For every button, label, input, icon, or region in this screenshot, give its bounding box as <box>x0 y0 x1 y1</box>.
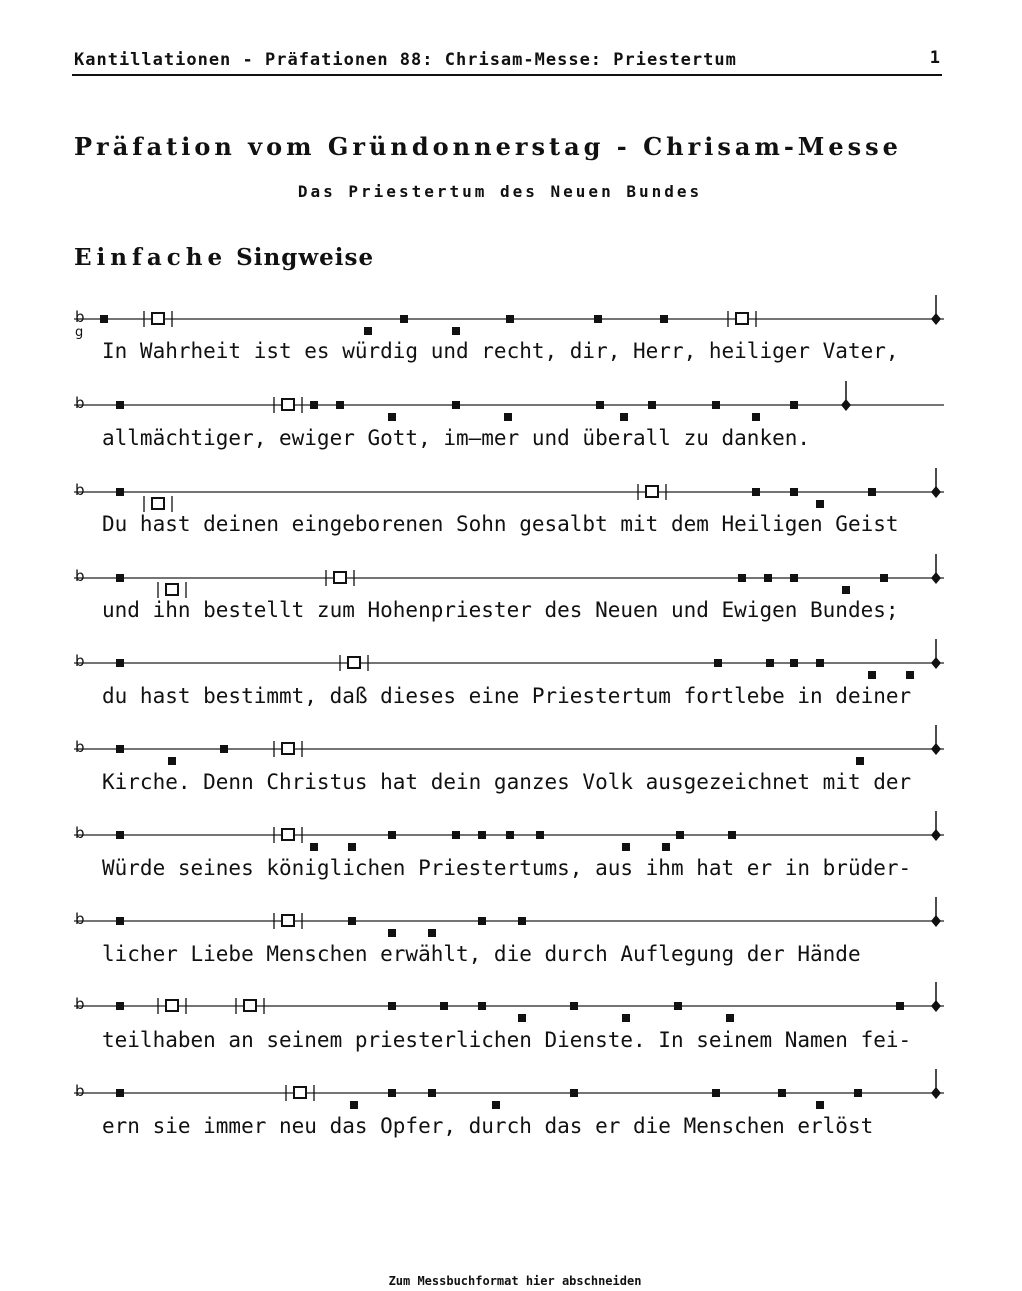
chant-note <box>428 1089 436 1097</box>
page-number: 1 <box>929 48 940 68</box>
chant-note <box>168 757 176 765</box>
chant-note <box>816 500 824 508</box>
chant-note <box>452 831 460 839</box>
chant-note <box>648 401 656 409</box>
running-header-title: Kantillationen - Präfationen 88: Chrisam-Messe: Priestertum <box>74 50 737 70</box>
chant-note <box>674 1002 682 1010</box>
page-title: Präfation vom Gründonnerstag - Chrisam-Messe <box>74 132 902 161</box>
page-subtitle: Das Priestertum des Neuen Bundes <box>297 182 703 201</box>
lyric-line: ern sie immer neu das Opfer, durch das er die Menschen erlöst <box>102 1114 874 1138</box>
chant-note <box>116 659 124 667</box>
recitation-note <box>282 915 294 926</box>
chant-note <box>778 1089 786 1097</box>
cut-line-note: Zum Messbuchformat hier abschneiden <box>388 1274 642 1288</box>
chant-note <box>428 929 436 937</box>
recitation-note <box>244 1000 256 1011</box>
chant-note <box>310 401 318 409</box>
flat-clef: b <box>75 824 85 842</box>
chant-note <box>620 413 628 421</box>
chant-note <box>726 1014 734 1022</box>
chant-note <box>868 671 876 679</box>
flat-clef: b <box>75 567 85 585</box>
chant-note <box>622 843 630 851</box>
recitation-note <box>152 498 164 509</box>
chant-note <box>116 401 124 409</box>
chant-note <box>350 1101 358 1109</box>
recitation-note <box>294 1087 306 1098</box>
chant-note <box>662 843 670 851</box>
chant-note <box>388 831 396 839</box>
chant-note <box>116 831 124 839</box>
chant-note <box>816 659 824 667</box>
lyric-line: licher Liebe Menschen erwählt, die durch Auflegung der Hände <box>102 942 861 966</box>
chant-note <box>116 488 124 496</box>
chant-note <box>220 745 228 753</box>
chant-note <box>400 315 408 323</box>
recitation-note <box>736 313 748 324</box>
lyric-line: Würde seines königlichen Priestertums, aus ihm hat er in brüder- <box>102 856 912 880</box>
chant-note <box>478 917 486 925</box>
chant-note <box>364 327 372 335</box>
recitation-note <box>348 657 360 668</box>
chant-note <box>596 401 604 409</box>
chant-note <box>880 574 888 582</box>
chant-note <box>116 917 124 925</box>
lyric-line: teilhaben an seinem priesterlichen Dienste. In seinem Namen fei- <box>102 1028 912 1052</box>
recitation-note <box>282 829 294 840</box>
chant-note <box>506 831 514 839</box>
chant-note <box>492 1101 500 1109</box>
lyric-line: und ihn bestellt zum Hohenpriester des Neuen und Ewigen Bundes; <box>102 598 899 622</box>
chant-note <box>906 671 914 679</box>
lyric-line: allmächtiger, ewiger Gott, im—mer und überall zu danken. <box>102 426 811 450</box>
recitation-note <box>282 399 294 410</box>
flat-clef: b <box>75 652 85 670</box>
chant-note <box>348 843 356 851</box>
lyric-line: du hast bestimmt, daß dieses eine Priestertum fortlebe in deiner <box>102 684 912 708</box>
chant-note <box>506 315 514 323</box>
chant-note <box>842 586 850 594</box>
flat-clef: b <box>75 394 85 412</box>
chant-note <box>100 315 108 323</box>
flat-clef: b <box>75 995 85 1013</box>
chant-note <box>116 1089 124 1097</box>
chant-note <box>594 315 602 323</box>
flat-clef: b <box>75 1082 85 1100</box>
chant-note <box>728 831 736 839</box>
lyric-line: In Wahrheit ist es würdig und recht, dir, Herr, heiliger Vater, <box>102 339 899 363</box>
recitation-note <box>166 584 178 595</box>
flat-clef: b <box>75 910 85 928</box>
lyric-line: Kirche. Denn Christus hat dein ganzes Volk ausgezeichnet mit der <box>102 770 912 794</box>
chant-note <box>116 574 124 582</box>
chant-note <box>766 659 774 667</box>
clef-letter: g <box>75 325 84 340</box>
chant-note <box>790 659 798 667</box>
chant-note <box>752 413 760 421</box>
chant-note <box>790 574 798 582</box>
chant-note <box>452 327 460 335</box>
chant-note <box>518 917 526 925</box>
chant-note <box>752 488 760 496</box>
chant-note <box>714 659 722 667</box>
flat-clef: b <box>75 481 85 499</box>
recitation-note <box>646 486 658 497</box>
chant-note <box>854 1089 862 1097</box>
chant-note <box>660 315 668 323</box>
chant-note <box>896 1002 904 1010</box>
section-heading-first-word: Einfache <box>74 244 228 271</box>
chant-note <box>712 1089 720 1097</box>
chant-note <box>790 488 798 496</box>
chant-note <box>622 1014 630 1022</box>
chant-note <box>388 1089 396 1097</box>
chant-note <box>790 401 798 409</box>
chant-note <box>856 757 864 765</box>
chant-note <box>504 413 512 421</box>
recitation-note <box>334 572 346 583</box>
chant-note <box>676 831 684 839</box>
chant-note <box>116 1002 124 1010</box>
chant-note <box>348 917 356 925</box>
chant-note <box>738 574 746 582</box>
recitation-note <box>152 313 164 324</box>
recitation-note <box>282 743 294 754</box>
chant-note <box>536 831 544 839</box>
chant-note <box>310 843 318 851</box>
chant-note <box>336 401 344 409</box>
chant-note <box>712 401 720 409</box>
chant-note <box>764 574 772 582</box>
chant-note <box>478 831 486 839</box>
chant-note <box>388 929 396 937</box>
chant-note <box>518 1014 526 1022</box>
chant-note <box>816 1101 824 1109</box>
flat-clef: b <box>75 738 85 756</box>
chant-note <box>388 413 396 421</box>
chant-note <box>570 1089 578 1097</box>
chant-note <box>116 745 124 753</box>
chant-note <box>440 1002 448 1010</box>
section-heading-second-word: Singweise <box>236 244 375 271</box>
chant-note <box>388 1002 396 1010</box>
lyric-line: Du hast deinen eingeborenen Sohn gesalbt mit dem Heiligen Geist <box>102 512 899 536</box>
flat-clef: b <box>75 308 85 326</box>
chant-note <box>478 1002 486 1010</box>
chant-note <box>570 1002 578 1010</box>
chant-note <box>868 488 876 496</box>
chant-note <box>452 401 460 409</box>
recitation-note <box>166 1000 178 1011</box>
